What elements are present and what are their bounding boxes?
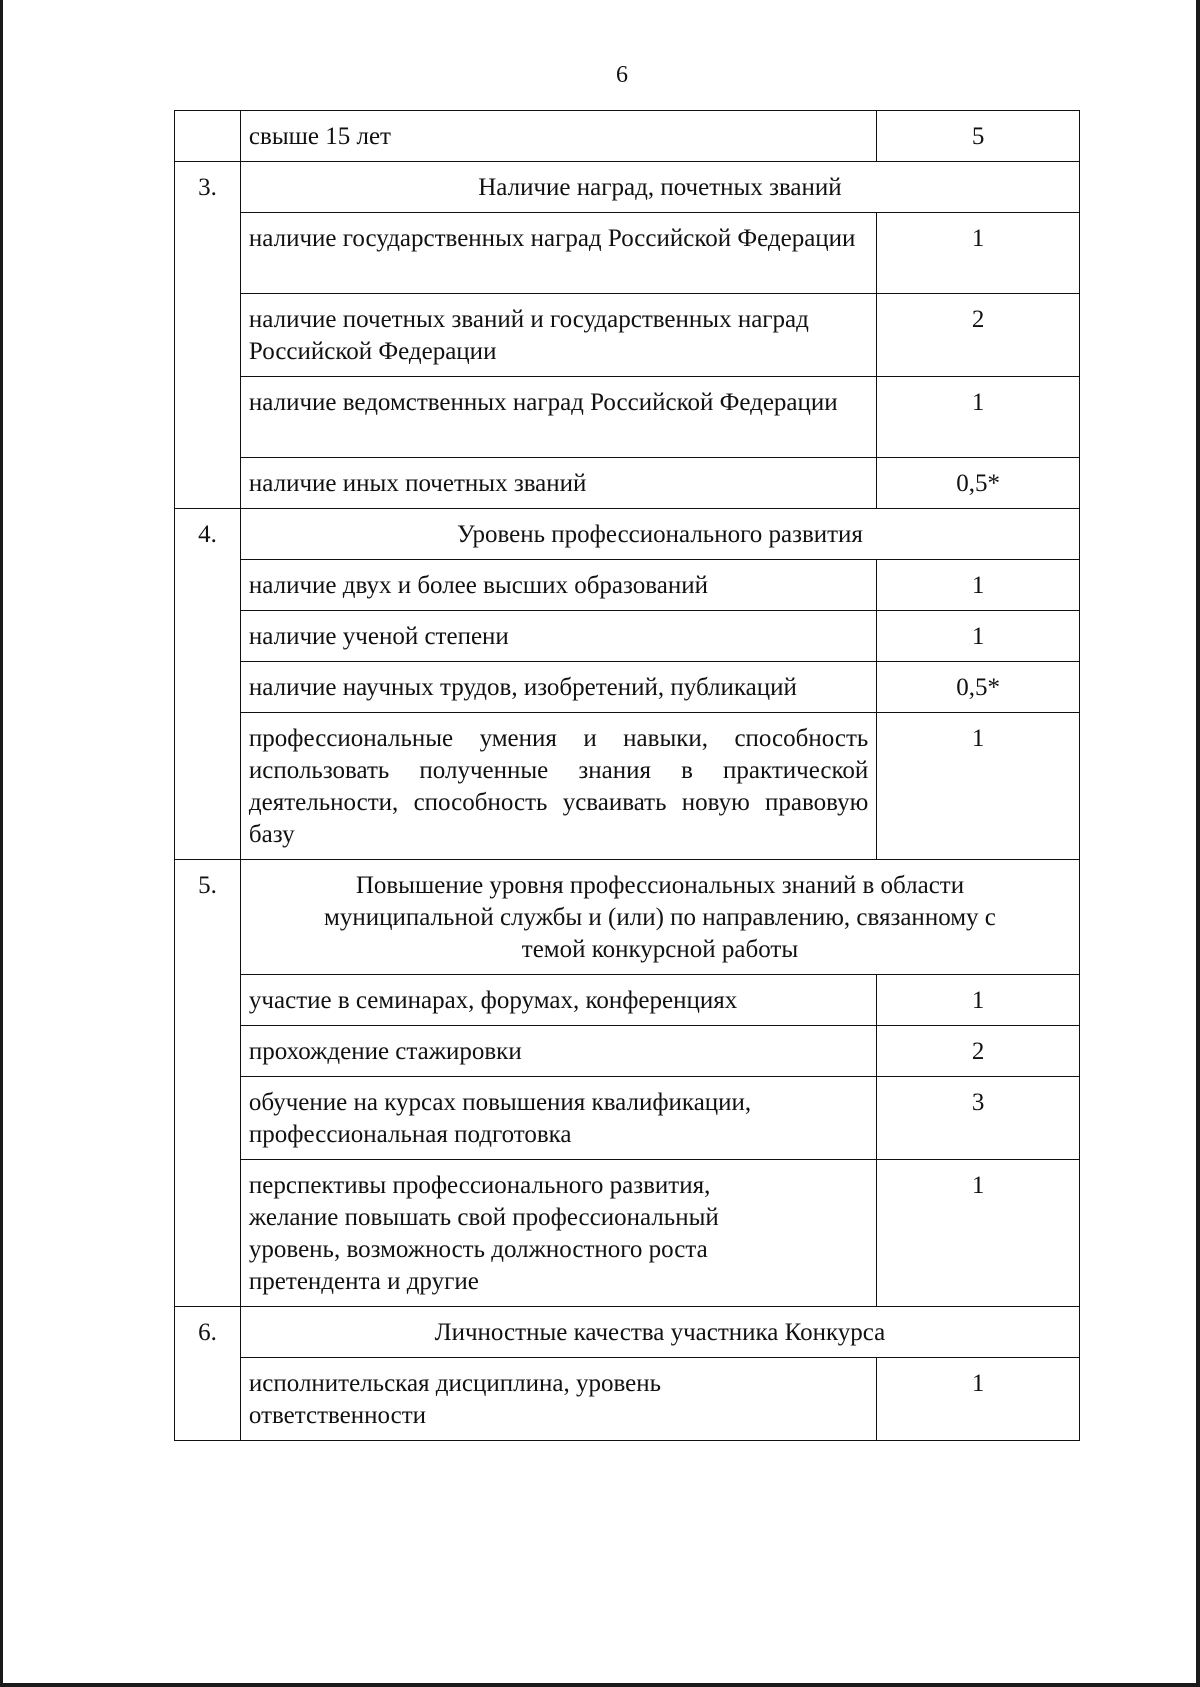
criterion-text: свыше 15 лет [240, 111, 876, 162]
scan-border-right [1196, 0, 1200, 1687]
criterion-score: 1 [877, 1358, 1080, 1441]
criterion-row [175, 713, 1080, 860]
criterion-text: обучение на курсах повышения квалификации, профессиональная подготовка [240, 1077, 876, 1160]
criterion-text: наличие ученой степени [240, 611, 876, 662]
criterion-score: 1 [877, 377, 1080, 458]
section-heading-row [175, 860, 1080, 975]
criterion-score: 0,5* [877, 458, 1080, 509]
section-number: 3. [175, 162, 241, 509]
criterion-text: участие в семинарах, форумах, конференциях [240, 975, 876, 1026]
criterion-text: наличие почетных званий и государственных наград Российской Федерации [240, 294, 876, 377]
criterion-score: 1 [877, 975, 1080, 1026]
section-heading: Повышение уровня профессиональных знаний в области муниципальной службы и (или) по направлению, связанному с темой конкурсной работы [240, 860, 1079, 975]
criterion-row [175, 975, 1080, 1026]
section-heading: Личностные качества участника Конкурса [240, 1307, 1079, 1358]
criterion-text: наличие государственных наград Российской Федерации [240, 213, 876, 294]
criterion-text: профессиональные умения и навыки, способность использовать полученные знания в практической деятельности, способность усваивать новую правовую базу [240, 713, 876, 860]
criterion-text: наличие двух и более высших образований [240, 560, 876, 611]
row-number-cell [175, 111, 241, 162]
section-heading: Уровень профессионального развития [240, 509, 1079, 560]
criterion-row [175, 111, 1080, 162]
criterion-row [175, 1160, 1080, 1307]
criterion-score: 1 [877, 713, 1080, 860]
criterion-row [175, 662, 1080, 713]
criterion-row [175, 560, 1080, 611]
criterion-score: 1 [877, 560, 1080, 611]
criterion-row [175, 294, 1080, 377]
criterion-row [175, 611, 1080, 662]
criterion-text: наличие научных трудов, изобретений, публикаций [240, 662, 876, 713]
criteria-table [174, 110, 1080, 1441]
criterion-text: перспективы профессионального развития, желание повышать свой профессиональный уровень, возможность должностного роста претендента и другие [240, 1160, 876, 1307]
section-heading-row [175, 1307, 1080, 1358]
criterion-row [175, 377, 1080, 458]
page-number: 6 [616, 62, 628, 88]
criterion-row [175, 213, 1080, 294]
criterion-score: 2 [877, 1026, 1080, 1077]
section-number: 5. [175, 860, 241, 1307]
criterion-score: 5 [877, 111, 1080, 162]
section-number: 6. [175, 1307, 241, 1441]
criterion-row [175, 1077, 1080, 1160]
criterion-score: 1 [877, 213, 1080, 294]
criterion-score: 1 [877, 611, 1080, 662]
criterion-row [175, 458, 1080, 509]
criterion-score: 1 [877, 1160, 1080, 1307]
section-heading-row [175, 509, 1080, 560]
criterion-score: 2 [877, 294, 1080, 377]
section-heading-row [175, 162, 1080, 213]
criterion-text: наличие ведомственных наград Российской Федерации [240, 377, 876, 458]
criterion-text: прохождение стажировки [240, 1026, 876, 1077]
scan-border-bottom [0, 1683, 1200, 1687]
criterion-row [175, 1358, 1080, 1441]
criterion-score: 3 [877, 1077, 1080, 1160]
section-heading: Наличие наград, почетных званий [240, 162, 1079, 213]
section-number: 4. [175, 509, 241, 860]
criterion-text: исполнительская дисциплина, уровень ответственности [240, 1358, 876, 1441]
scan-border-left [0, 0, 3, 1687]
criterion-score: 0,5* [877, 662, 1080, 713]
criterion-text: наличие иных почетных званий [240, 458, 876, 509]
criterion-row [175, 1026, 1080, 1077]
